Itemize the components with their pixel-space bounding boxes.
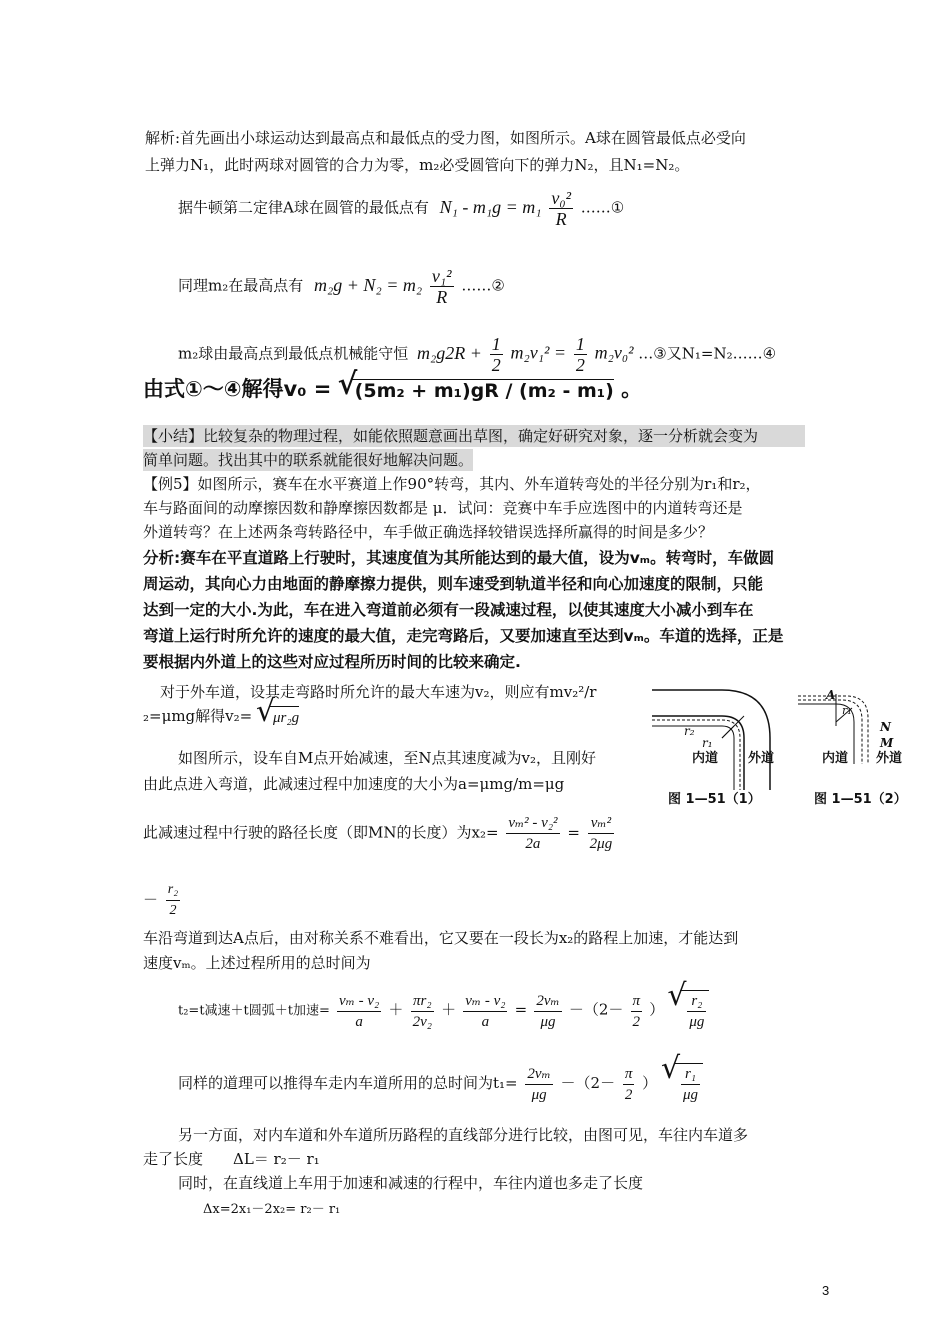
eq3-c: m₂v₀²: [594, 342, 634, 363]
outer-lane-line1: 对于外车道，设其走弯路时所允许的最大车速为v₂，则应有mv₂²/r: [160, 683, 597, 701]
t1-pi-num: π: [623, 1064, 635, 1085]
t1-pi: [623, 1064, 635, 1105]
compare-line3: 同时，在直线道上车用于加速和减速的行程中，车往内道也多走了长度: [178, 1174, 644, 1192]
analysis-line4: 弯道上运行时所允许的速度的最大值，走完弯路后，又要加速直至达到vₘ。车道的选择，正是: [143, 627, 784, 645]
eq3-half-2-num: 1: [575, 334, 585, 354]
fig2-r1-label: r₁: [842, 704, 852, 717]
t2-f2-num: πr₂: [411, 991, 434, 1012]
t1-f-den: μg: [531, 1086, 547, 1103]
t2-plus-1: ＋: [388, 1000, 404, 1019]
t1-pi-den: 2: [624, 1086, 633, 1103]
fig2-a-label: A: [826, 688, 836, 702]
path-fraction-2: [588, 813, 615, 854]
t2-f2-den: 2v₂: [412, 1013, 432, 1030]
t1-sqrt-frac: [681, 1064, 700, 1105]
t2-pi: [631, 991, 643, 1032]
t2-prefix: t₂=t减速＋t圆弧＋t加速=: [178, 1003, 330, 1019]
result-sqrt: √ (5m₂ + m₁)gR / (m₂ - m₁): [351, 379, 614, 402]
t2-sq-den: μg: [689, 1014, 705, 1030]
eq2-denominator: R: [436, 287, 448, 307]
t1-close: ）: [642, 1074, 658, 1092]
path-f3-den: 2: [169, 903, 177, 918]
path-text: 此减速过程中行驶的路径长度（即MN的长度）为x₂=: [143, 823, 499, 842]
example5-line3: 外道转弯？在上述两条弯转路径中，车手做正确选择较错误选择所赢得的时间是多少？: [143, 523, 714, 541]
path-f1-num: vₘ² - v₂²: [506, 813, 559, 834]
figure-1-51-1: [652, 686, 797, 816]
compare-line1: 另一方面，对内车道和外车道所历路程的直线部分进行比较，由图可见，车往内车道多: [178, 1126, 749, 1144]
eq2-tag: ……②: [461, 276, 505, 295]
eq2-numerator: v₁²: [431, 266, 452, 286]
path-f3-num: r₂: [166, 880, 180, 901]
t2-f4-num: 2vₘ: [534, 991, 561, 1012]
path-length-tail: [143, 880, 183, 921]
eq1-tag: ……①: [580, 198, 625, 217]
summary-line2: 简单问题。找出其中的联系就能很好地解决问题。: [143, 451, 474, 469]
compare-line2: 走了长度 ΔL＝ r₂－ r₁: [143, 1150, 320, 1168]
eq2-fraction: [430, 266, 454, 307]
result-prefix: 由式①～④解得v₀ =: [143, 377, 332, 401]
fig2-caption: 图 1—51（2）: [814, 792, 907, 807]
t2-sqrt-frac: [687, 991, 706, 1032]
t2-frac-2: [411, 991, 434, 1032]
summary-line1: 【小结】比较复杂的物理过程，如能依照题意画出草图，确定好研究对象，逐一分析就会变为: [143, 425, 805, 447]
analysis-line2: 周运动，其向心力由地面的静摩擦力提供，则车速受到轨道半径和向心加速度的限制，只能: [143, 575, 764, 593]
path-fraction-1: [506, 813, 559, 854]
t2-mid: －（2－: [568, 1000, 624, 1019]
t2-plus-2: ＋: [441, 1000, 457, 1019]
t1-sq-den: μg: [682, 1087, 698, 1103]
t2-eq: =: [514, 1000, 528, 1019]
eq1-denominator: R: [555, 209, 567, 229]
t2-frac-3: [463, 991, 507, 1032]
eq3-half-2-den: 2: [575, 355, 585, 375]
eq1-lhs: N₁ - m₁g = m₁: [439, 196, 542, 217]
path-f2-num: vₘ²: [588, 813, 615, 834]
t1-formula: [178, 1063, 703, 1105]
path-f1-den: 2a: [525, 836, 541, 852]
eq3-half-1-num: 1: [491, 334, 501, 354]
example5-line2: 车与路面间的动摩擦因数和静摩擦因数都是 μ．试问：竞赛中车手应选图中的内道转弯还是: [143, 499, 743, 517]
path-fraction-3: [166, 880, 180, 921]
path-f2-den: 2μg: [589, 836, 613, 852]
t2-pi-num: π: [631, 991, 643, 1012]
page-number: 3: [822, 1283, 830, 1298]
eq3-half-1-den: 2: [491, 355, 501, 375]
fig1-r2-label: r₂: [684, 724, 695, 738]
eq1-fraction: [549, 188, 573, 229]
eq3-a: m₂g2R +: [417, 342, 482, 363]
fig2-m-label: M: [880, 736, 894, 750]
t2-frac-4: [534, 991, 561, 1032]
equation-2: [178, 266, 505, 307]
example5-line1: 【例5】如图所示，赛车在水平赛道上作90°转弯，其内、外车道转弯处的半径分别为r₁和r₂，: [143, 475, 761, 493]
analysis-line1: 分析:赛车在平直道路上行驶时，其速度值为其所能达到的最大值，设为vₘ。转弯时，车做圆: [143, 549, 775, 567]
t1-sq-num: √ r₁: [681, 1064, 700, 1085]
t1-f-num: 2vₘ: [525, 1064, 552, 1085]
result-line: [143, 378, 642, 402]
t2-f1-den: a: [355, 1013, 363, 1030]
t2-frac-1: [337, 991, 381, 1032]
analysis-line5: 要根据内外道上的这些对应过程所历时间的比较来确定.: [143, 653, 521, 671]
t2-pi-den: 2: [632, 1013, 641, 1030]
path-minus: －: [143, 890, 159, 909]
figure-1-51-2: [796, 686, 926, 816]
t1-sqrt: [674, 1063, 703, 1105]
para1-line1: 解析:首先画出小球运动达到最高点和最低点的受力图，如图所示。A球在圆管最低点必受向: [145, 129, 746, 147]
outer-lane-text: ₂=μmg解得v₂=: [143, 707, 253, 725]
equation-3: [178, 334, 776, 375]
symmetry-line2: 速度vₘ。上述过程所用的总时间为: [143, 954, 371, 972]
eq2-text: 同理m₂在最高点有: [178, 276, 304, 295]
fig1-r1-label: r₁: [702, 736, 713, 750]
t1-frac: [525, 1064, 552, 1105]
decel-line1: 如图所示，设车自M点开始减速，至N点其速度减为v₂，且刚好: [178, 749, 596, 767]
eq1-numerator: v₀²: [551, 188, 571, 208]
eq1-text: 据牛顿第二定律A球在圆管的最低点有: [178, 198, 429, 217]
t2-f4-den: μg: [540, 1013, 556, 1030]
eq3-half-2: [574, 334, 587, 375]
eq2-lhs: m₂g + N₂ = m₂: [314, 274, 423, 295]
eq3-text: m₂球由最高点到最低点机械能守恒: [178, 344, 409, 363]
fig1-outer-label: 外道: [748, 751, 775, 766]
path-length-line: [143, 813, 617, 854]
eq3-b: m₂v₁² =: [510, 342, 567, 363]
fig1-caption: 图 1—51（1）: [668, 792, 761, 807]
eq3-tag: …③又N₁=N₂……④: [638, 344, 777, 363]
t2-sqrt: [680, 990, 709, 1032]
eq3-half-1: [490, 334, 503, 375]
outer-lane-sqrt: √ μr₂g: [269, 706, 299, 729]
outer-lane-line2: [143, 705, 299, 729]
t2-f3-num: vₘ - v₂: [463, 991, 507, 1012]
t1-text: 同样的道理可以推得车走内车道所用的总时间为t₁=: [178, 1074, 518, 1092]
t1-mid: －（2－: [560, 1074, 616, 1092]
t2-f3-den: a: [481, 1013, 490, 1030]
t2-close: ）: [649, 1000, 665, 1019]
fig1-inner-label: 内道: [692, 751, 719, 766]
fig2-n-label: N: [880, 720, 891, 734]
t2-f1-num: vₘ - v₂: [337, 991, 381, 1012]
equation-1: [178, 188, 624, 229]
analysis-line3: 达到一定的大小.为此，车在进入弯道前必须有一段减速过程，以使其速度大小减小到车在: [143, 601, 754, 619]
path-eq: =: [567, 823, 580, 842]
result-suffix: 。: [621, 377, 643, 401]
t2-sq-num: √ r₂: [687, 991, 706, 1012]
para1-line2: 上弹力N₁，此时两球对圆管的合力为零，m₂必受圆管向下的弹力N₂，且N₁=N₂。: [145, 156, 690, 174]
compare-line4: Δx=2x₁－2x₂= r₂－ r₁: [203, 1202, 341, 1217]
fig2-inner-label: 内道: [822, 751, 849, 766]
decel-line2: 由此点进入弯道，此减速过程中加速度的大小为a=μmg/m=μg: [143, 775, 565, 793]
t2-formula: [178, 990, 709, 1032]
symmetry-line1: 车沿弯道到达A点后，由对称关系不难看出，它又要在一段长为x₂的路程上加速，才能达到: [143, 929, 739, 947]
fig2-outer-label: 外道: [876, 751, 903, 766]
